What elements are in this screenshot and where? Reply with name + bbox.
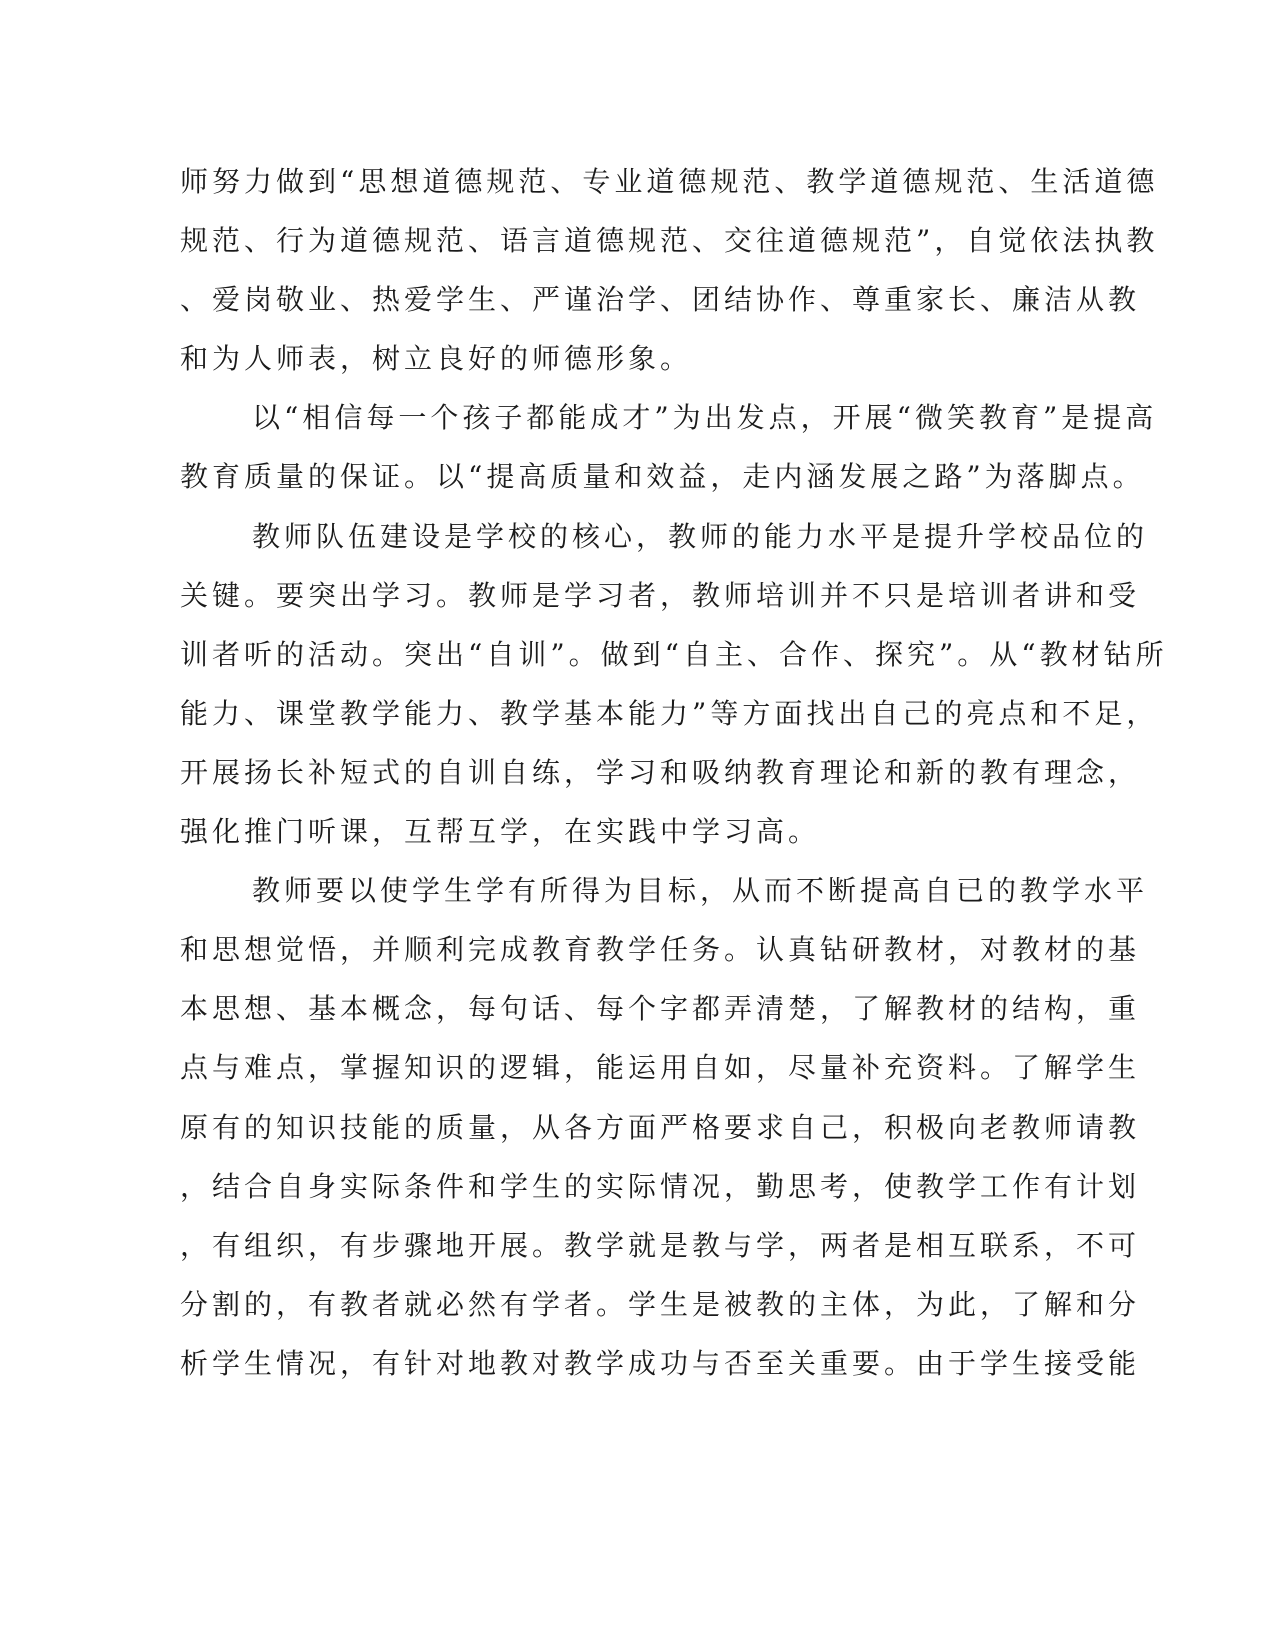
text-line: 规范、行为道德规范、语言道德规范、交往道德规范”，自觉依法执教 bbox=[180, 224, 1159, 258]
text-line: 原有的知识技能的质量，从各方面严格要求自己，积极向老教师请教 bbox=[180, 1110, 1141, 1144]
text-line: 关键。要突出学习。教师是学习者，教师培训并不只是培训者讲和受 bbox=[180, 578, 1141, 612]
text-line: 能力、课堂教学能力、教学基本能力”等方面找出自己的亮点和不足， bbox=[180, 696, 1159, 730]
text-line: 和为人师表，树立良好的师德形象。 bbox=[180, 342, 693, 376]
paragraph-teaching-goals bbox=[180, 861, 1149, 1393]
text-line: 以“相信每一个孩子都能成才”为出发点，开展“微笑教育”是提高 bbox=[252, 401, 1158, 435]
text-line: 强化推门听课，互帮互学，在实践中学习高。 bbox=[180, 815, 821, 849]
document-body bbox=[180, 152, 1168, 1393]
text-line: 教育质量的保证。以“提高质量和效益，走内涵发展之路”为落脚点。 bbox=[180, 460, 1145, 494]
text-line: 本思想、基本概念，每句话、每个字都弄清楚，了解教材的结构，重 bbox=[180, 992, 1141, 1026]
paragraph-teacher-ethics bbox=[180, 152, 1159, 388]
text-line: 教师队伍建设是学校的核心，教师的能力水平是提升学校品位的 bbox=[252, 519, 1149, 553]
text-line: 点与难点，掌握知识的逻辑，能运用自如，尽量补充资料。了解学生 bbox=[180, 1051, 1141, 1085]
paragraph-teacher-team-building bbox=[180, 507, 1168, 862]
text-line: 教师要以使学生学有所得为目标，从而不断提高自已的教学水平 bbox=[252, 874, 1149, 908]
text-line: 、爱岗敬业、热爱学生、严谨治学、团结协作、尊重家长、廉洁从教 bbox=[180, 283, 1141, 317]
text-line: 和思想觉悟，并顺利完成教育教学任务。认真钻研教材，对教材的基 bbox=[180, 933, 1141, 967]
text-line: 分割的，有教者就必然有学者。学生是被教的主体，为此，了解和分 bbox=[180, 1287, 1141, 1321]
paragraph-smile-education bbox=[180, 388, 1158, 506]
text-line: 析学生情况，有针对地教对教学成功与否至关重要。由于学生接受能 bbox=[180, 1346, 1141, 1380]
text-line: 师努力做到“思想道德规范、专业道德规范、教学道德规范、生活道德 bbox=[180, 165, 1159, 198]
text-line: 训者听的活动。突出“自训”。做到“自主、合作、探究”。从“教材钻所 bbox=[180, 637, 1168, 671]
text-line: ，有组织，有步骤地开展。教学就是教与学，两者是相互联系，不可 bbox=[180, 1228, 1141, 1262]
text-line: ，结合自身实际条件和学生的实际情况，勤思考，使教学工作有计划 bbox=[180, 1169, 1141, 1203]
text-line: 开展扬长补短式的自训自练，学习和吸纳教育理论和新的教有理念， bbox=[180, 755, 1141, 789]
